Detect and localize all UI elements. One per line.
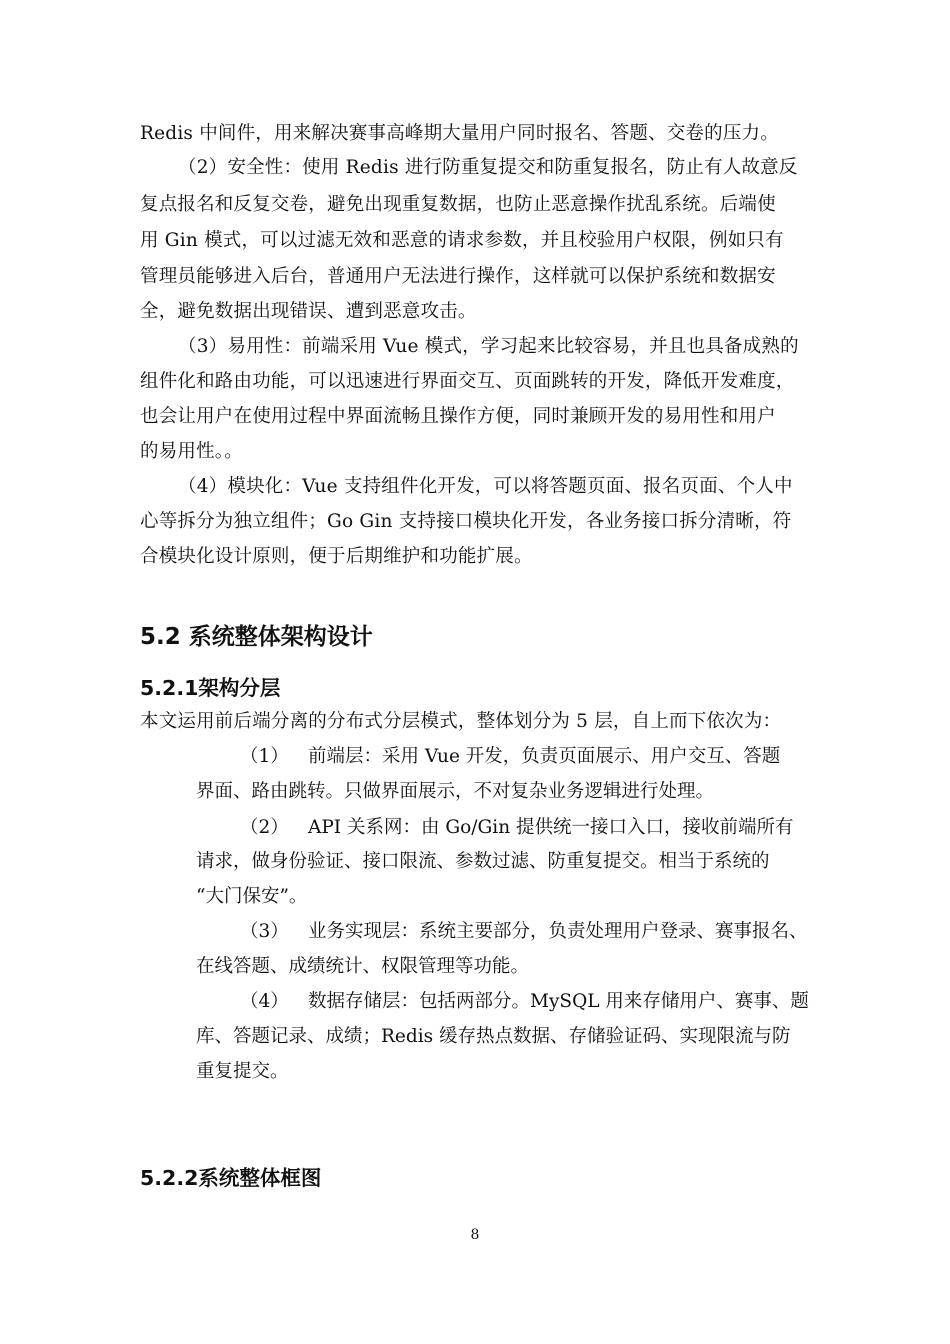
paragraph-line: 也会让用户在使用过程中界面流畅且操作方便，同时兼顾开发的易用性和用户 [140, 406, 776, 427]
paragraph-line: 用 Gin 模式，可以过滤无效和恶意的请求参数，并且校验用户权限，例如只有 [140, 230, 784, 251]
paragraph-line: 合模块化设计原则，便于后期维护和功能扩展。 [140, 546, 533, 567]
list-item-text: “大门保安”。 [196, 886, 308, 907]
list-item-number: （2） [240, 817, 289, 838]
paragraph-line: 的易用性。。 [140, 441, 243, 462]
list-item-text: 前端层：采用 Vue 开发，负责页面展示、用户交互、答题 [308, 746, 781, 767]
list-item-text: 请求，做身份验证、接口限流、参数过滤、防重复提交。相当于系统的 [196, 851, 770, 872]
list-item-text: API 关系网：由 Go/Gin 提供统一接口入口，接收前端所有 [308, 817, 794, 838]
paragraph-line: 组件化和路由功能，可以迅速进行界面交互、页面跳转的开发，降低开发难度， [140, 371, 795, 392]
list-item-number: （4） [240, 991, 289, 1012]
section-intro: 本文运用前后端分离的分布式分层模式，整体划分为 5 层，自上而下依次为： [140, 711, 782, 732]
section-heading-5-2: 5.2 系统整体架构设计 [140, 624, 373, 650]
paragraph-line: （4）模块化：Vue 支持组件化开发，可以将答题页面、报名页面、个人中 [178, 476, 793, 497]
paragraph-line: 全，避免数据出现错误、遭到恶意攻击。 [140, 301, 477, 322]
paragraph-line: 心等拆分为独立组件；Go Gin 支持接口模块化开发，各业务接口拆分清晰，符 [140, 511, 792, 532]
list-item-text: 业务实现层：系统主要部分，负责处理用户登录、赛事报名、 [308, 921, 808, 942]
list-item-text: 重复提交。 [196, 1061, 289, 1082]
paragraph-line: （2）安全性：使用 Redis 进行防重复提交和防重复报名，防止有人故意反 [178, 157, 798, 178]
subsection-heading-5-2-2: 5.2.2系统整体框图 [140, 1166, 322, 1190]
paragraph-line: （3）易用性：前端采用 Vue 模式，学习起来比较容易，并且也具备成熟的 [178, 336, 799, 357]
list-item-text: 在线答题、成绩统计、权限管理等功能。 [196, 956, 530, 977]
list-item-text: 数据存储层：包括两部分。MySQL 用来存储用户、赛事、题 [308, 991, 809, 1012]
page-number: 8 [470, 1227, 480, 1243]
list-item-text: 库、答题记录、成绩；Redis 缓存热点数据、存储验证码、实现限流与防 [196, 1026, 791, 1047]
paragraph-line: 管理员能够进入后台，普通用户无法进行操作，这样就可以保护系统和数据安 [140, 266, 776, 287]
list-item-text: 界面、路由跳转。只做界面展示，不对复杂业务逻辑进行处理。 [196, 781, 715, 802]
subsection-heading-5-2-1: 5.2.1架构分层 [140, 676, 281, 700]
list-item-number: （3） [240, 921, 289, 942]
paragraph-line: Redis 中间件，用来解决赛事高峰期大量用户同时报名、答题、交卷的压力。 [140, 123, 779, 144]
paragraph-line: 复点报名和反复交卷，避免出现重复数据，也防止恶意操作扰乱系统。后端使 [140, 194, 776, 215]
list-item-number: （1） [240, 746, 289, 767]
